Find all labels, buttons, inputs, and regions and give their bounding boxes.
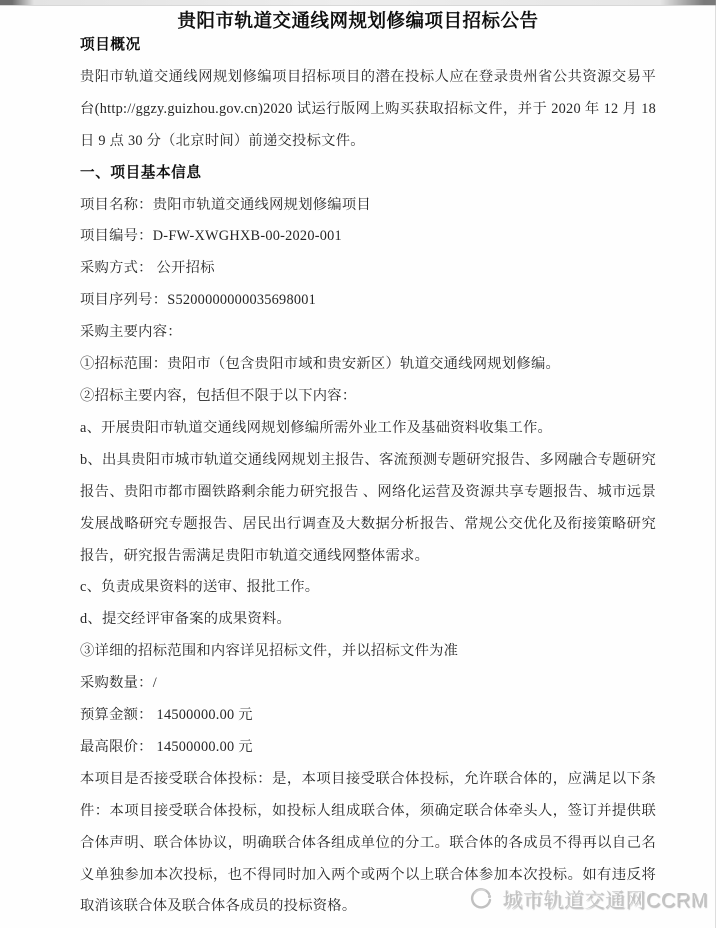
doc-paragraph: 项目名称：贵阳市轨道交通线网规划修编项目 xyxy=(80,196,371,213)
doc-paragraph: b、出具贵阳市城市轨道交通线网规划主报告、客流预测专题研究报告、多网融合专题研究报告、贵阳市都市圈铁路剩余能力研究报告 、网络化运营及资源共享专题报告、城市远景发展战略研究专题报告、居民出行调查及大数据分析报告、常规公交优化及衔接策略研究报告，研究报告需满足贵阳市轨道交通线网整体需求。 xyxy=(80,451,656,564)
doc-paragraph: ③详细的招标范围和内容详见招标文件，并以招标文件为准 xyxy=(80,643,459,660)
doc-paragraph: ②招标主要内容，包括但不限于以下内容： xyxy=(80,387,357,404)
document-title: 贵阳市轨道交通线网规划修编项目招标公告 xyxy=(177,10,539,31)
doc-paragraph: 采购方式： 公开招标 xyxy=(80,260,215,277)
doc-paragraph: 贵阳市轨道交通线网规划修编项目招标项目的潜在投标人应在登录贵州省公共资源交易平台(http://ggzy.guizhou.gov.cn)2020 试运行版网上购买获取招标文件，并于 2020 年 12 月 18 日 9 点 30 分（北京时间）前递交投标文件。 xyxy=(80,68,656,149)
doc-paragraph: 最高限价： 14500000.00 元 xyxy=(80,738,253,755)
watermark-text: 城市轨道交通网CCRM xyxy=(502,890,708,912)
doc-paragraph: 项目编号：D-FW-XWGHXB-00-2020-001 xyxy=(80,228,342,245)
doc-paragraph: a、开展贵阳市轨道交通线网规划修编所需外业工作及基础资料收集工作。 xyxy=(80,419,553,436)
scan-edge-artifact xyxy=(0,0,716,6)
doc-paragraph: d、提交经评审备案的成果资料。 xyxy=(80,611,292,628)
doc-paragraph: 预算金额： 14500000.00 元 xyxy=(80,707,253,724)
doc-paragraph: c、负责成果资料的送审、报批工作。 xyxy=(80,579,320,596)
doc-heading: 项目概况 xyxy=(80,37,141,53)
doc-heading: 一、项目基本信息 xyxy=(80,164,202,181)
doc-paragraph: 采购主要内容： xyxy=(80,324,182,341)
doc-paragraph: ①招标范围：贵阳市（包含贵阳市域和贵安新区）轨道交通线网规划修编。 xyxy=(80,356,561,373)
doc-paragraph: 本项目是否接受联合体投标：是，本项目接受联合体投标，允许联合体的，应满足以下条件：本项目接受联合体投标，如投标人组成联合体，须确定联合体牵头人，签订并提供联合体声明、联合体协议，明确联合体各组成单位的分工。联合体的各成员不得再以自己名义单独参加本次投标，也不得同时加入两个或两个以上联合体参加本次投标。如有违反将取消该联合体及联合体各成员的投标资格。 xyxy=(80,770,656,915)
doc-paragraph: 项目序列号：S5200000000035698001 xyxy=(80,292,317,309)
doc-paragraph: 采购数量：/ xyxy=(80,675,157,692)
doc-body xyxy=(80,30,656,923)
